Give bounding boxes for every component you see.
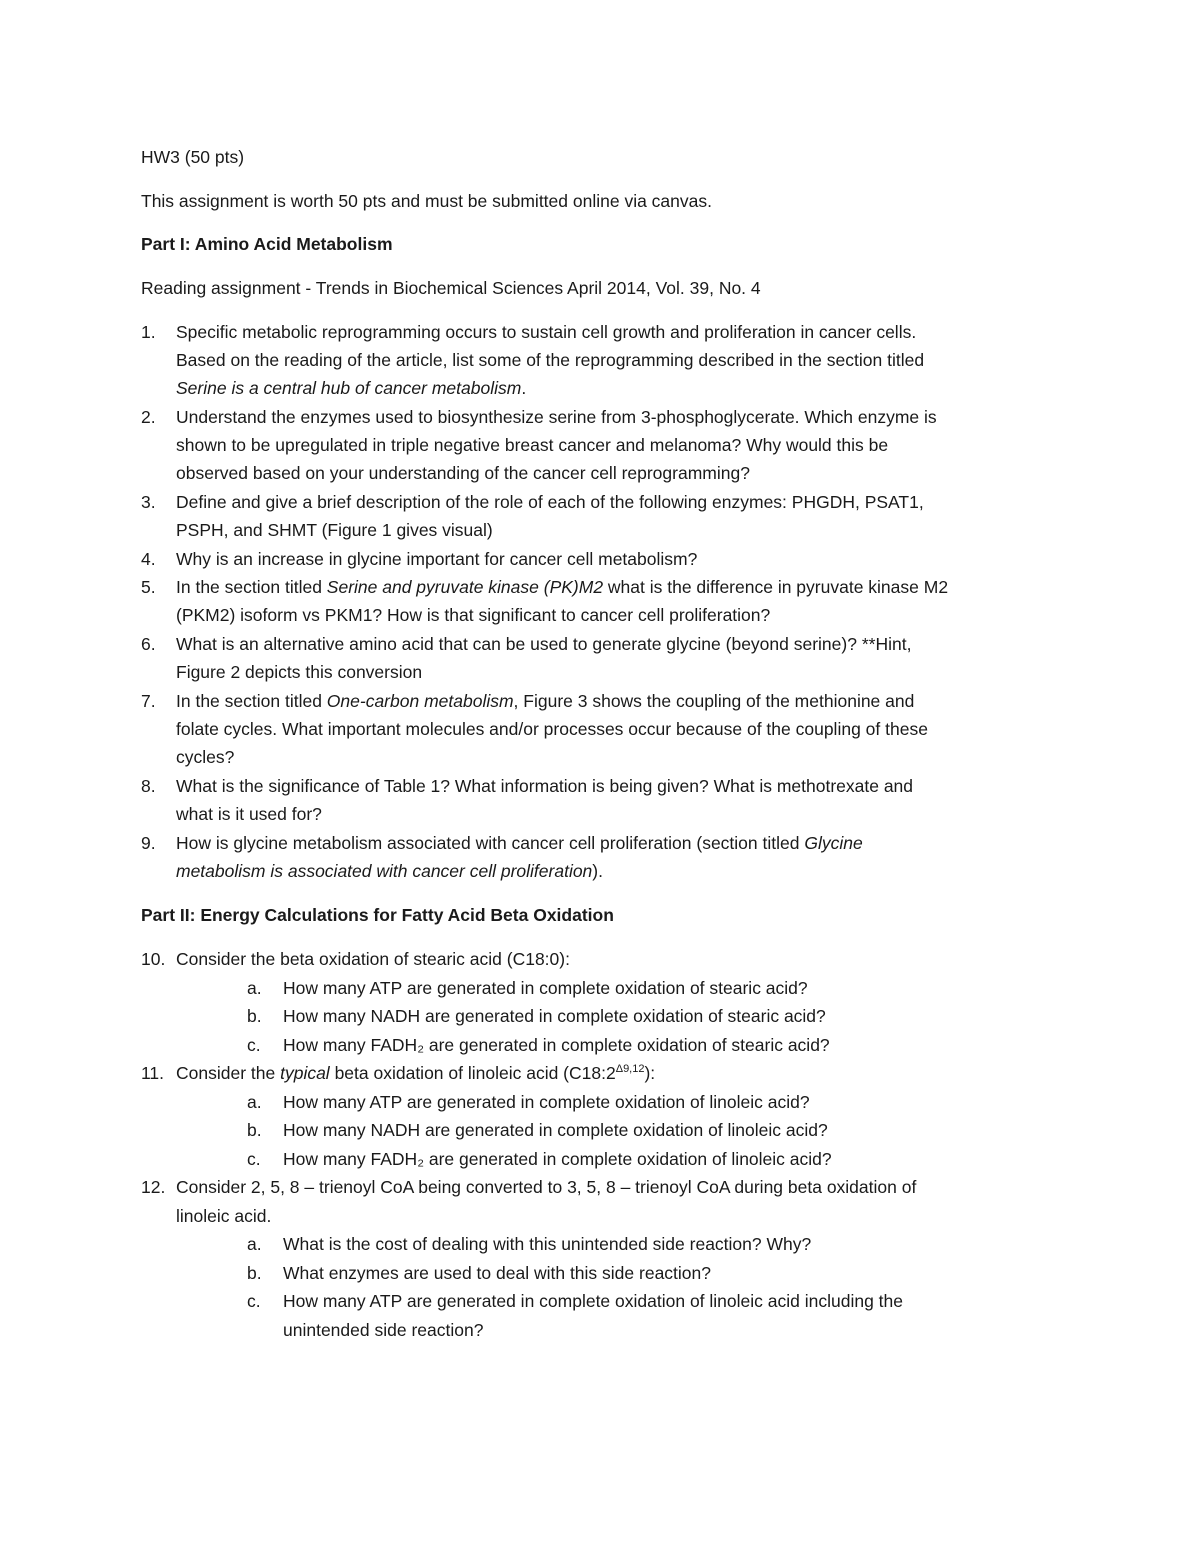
subquestion-label: c. [247, 1149, 261, 1169]
question-number: 10. [141, 949, 166, 969]
question-11a: How many ATP are generated in complete oxidation of linoleic acid? [283, 1092, 810, 1112]
question-3-line-1: Define and give a brief description of the role of each of the following enzymes: PHGDH, PSAT1, [176, 492, 924, 512]
question-2-line-2: shown to be upregulated in triple negative breast cancer and melanoma? Why would this be [176, 435, 889, 455]
reading-assignment: Reading assignment - Trends in Biochemical Sciences April 2014, Vol. 39, No. 4 [141, 278, 761, 298]
emphasis-italic: typical [280, 1063, 330, 1083]
question-7-line-3: cycles? [176, 747, 235, 767]
question-2-line-1: Understand the enzymes used to biosynthesize serine from 3-phosphoglycerate. Which enzyme is [176, 407, 937, 427]
question-number: 3. [141, 492, 156, 512]
question-7-line-1: In the section titled One-carbon metabolism, Figure 3 shows the coupling of the methionine and [176, 691, 915, 711]
question-1-line-2: Based on the reading of the article, list some of the reprogramming described in the section titled [176, 350, 925, 370]
question-2-line-3: observed based on your understanding of the cancer cell reprogramming? [176, 463, 750, 483]
subquestion-label: a. [247, 1234, 262, 1254]
subquestion-label: a. [247, 978, 262, 998]
assignment-intro: This assignment is worth 50 pts and must be submitted online via canvas. [141, 191, 712, 211]
question-11-text: Consider the typical beta oxidation of linoleic acid $(C18:2^{\Delta 9,12})$: [176, 1063, 656, 1083]
part2-heading: Part II: Energy Calculations for Fatty Acid Beta Oxidation [141, 905, 614, 925]
question-1-line-1: Specific metabolic reprogramming occurs to sustain cell growth and proliferation in cancer cells. [176, 322, 917, 342]
question-7-line-2: folate cycles. What important molecules and/or processes occur because of the coupling of these [176, 719, 928, 739]
question-number: 11. [141, 1063, 165, 1083]
subquestion-label: a. [247, 1092, 262, 1112]
question-8-line-1: What is the significance of Table 1? What information is being given? What is methotrexate and [176, 776, 914, 796]
question-number: 8. [141, 776, 156, 796]
question-12b: What enzymes are used to deal with this side reaction? [283, 1263, 711, 1283]
question-4-line-1: Why is an increase in glycine important for cancer cell metabolism? [176, 549, 698, 569]
section-title-italic: One-carbon metabolism [326, 691, 514, 711]
subquestion-label: b. [247, 1263, 262, 1283]
question-number: 12. [141, 1177, 166, 1197]
subquestion-label: b. [247, 1120, 262, 1140]
section-title-italic: metabolism is associated with cancer cell proliferation [176, 861, 593, 881]
question-number: 9. [141, 833, 156, 853]
question-8-line-2: what is it used for? [176, 804, 322, 824]
question-12c-line-2: unintended side reaction? [283, 1320, 484, 1340]
subquestion-label: c. [247, 1291, 261, 1311]
question-12-line-1: Consider 2, 5, 8 – trienoyl CoA being converted to 3, 5, 8 – trienoyl CoA during beta oxidation of [176, 1177, 917, 1197]
question-number: 5. [141, 577, 156, 597]
question-11c: How many FADH₂ are generated in complete oxidation of linoleic acid? [283, 1149, 832, 1169]
question-10c: How many FADH₂ are generated in complete oxidation of stearic acid? [283, 1035, 830, 1055]
section-title-italic: Serine and pyruvate kinase (PK)M2 [326, 577, 604, 597]
question-1-line-3: Serine is a central hub of cancer metabolism. [176, 378, 527, 398]
subquestion-label: c. [247, 1035, 261, 1055]
part1-heading: Part I: Amino Acid Metabolism [141, 234, 393, 254]
question-number: 6. [141, 634, 156, 654]
double-bond-superscript: Δ9,12 [615, 1063, 645, 1075]
question-12-line-2: linoleic acid. [176, 1206, 272, 1226]
question-number: 1. [141, 322, 156, 342]
question-10-text: Consider the beta oxidation of stearic acid (C18:0): [176, 949, 570, 969]
question-number: 7. [141, 691, 156, 711]
question-9-line-2: metabolism is associated with cancer cell proliferation). [176, 861, 603, 881]
question-number: 2. [141, 407, 156, 427]
question-5-line-2: (PKM2) isoform vs PKM1? How is that significant to cancer cell proliferation? [176, 605, 771, 625]
question-3-line-2: PSPH, and SHMT (Figure 1 gives visual) [176, 520, 493, 540]
section-title-italic: Serine is a central hub of cancer metabolism [176, 378, 522, 398]
question-11b: How many NADH are generated in complete oxidation of linoleic acid? [283, 1120, 828, 1140]
question-6-line-2: Figure 2 depicts this conversion [176, 662, 423, 682]
question-6-line-1: What is an alternative amino acid that can be used to generate glycine (beyond serine)? **Hint, [176, 634, 912, 654]
assignment-title: HW3 (50 pts) [141, 147, 245, 167]
question-12a: What is the cost of dealing with this unintended side reaction? Why? [283, 1234, 812, 1254]
question-12c-line-1: How many ATP are generated in complete oxidation of linoleic acid including the [283, 1291, 903, 1311]
question-5-line-1: In the section titled Serine and pyruvate kinase (PK)M2 what is the difference in pyruvate kinase M2 [176, 577, 949, 597]
section-title-italic: Glycine [804, 833, 863, 853]
subquestion-label: b. [247, 1006, 262, 1026]
question-9-line-1: How is glycine metabolism associated with cancer cell proliferation (section titled Glycine [176, 833, 863, 853]
question-number: 4. [141, 549, 156, 569]
question-10a: How many ATP are generated in complete oxidation of stearic acid? [283, 978, 808, 998]
question-10b: How many NADH are generated in complete oxidation of stearic acid? [283, 1006, 826, 1026]
